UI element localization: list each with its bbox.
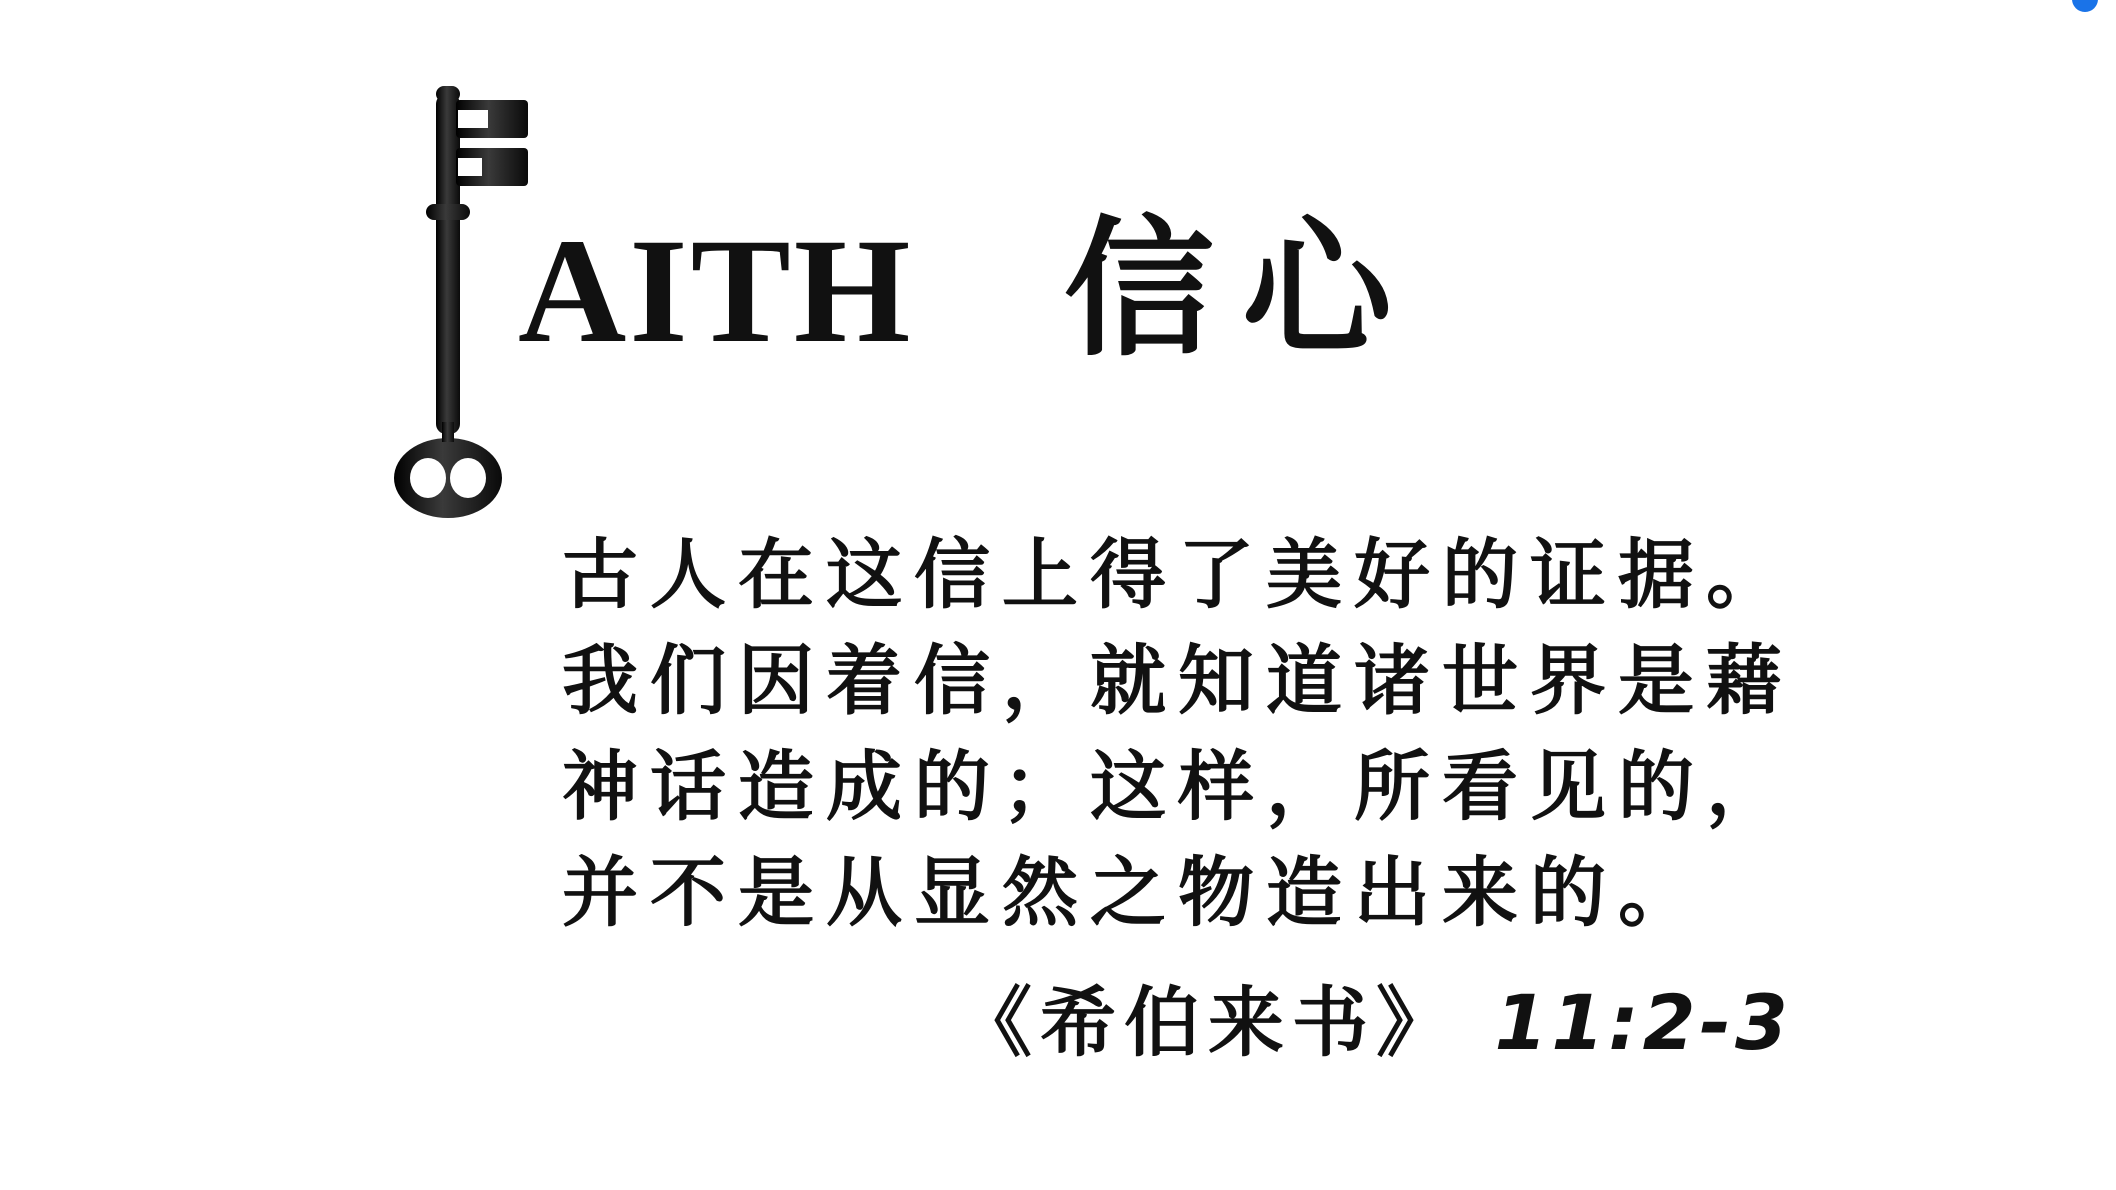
verse-text: [562, 522, 1852, 946]
verse-line-2: 我们因着信，就知道诸世界是藉: [562, 636, 1794, 725]
reference-chapter-verse: 11:2-3: [1494, 978, 1792, 1067]
verse-line-4: 并不是从显然之物造出来的。: [562, 848, 1706, 937]
title-faith: AITH: [518, 208, 914, 374]
verse-line-1: 古人在这信上得了美好的证据。: [562, 530, 1794, 619]
verse-line-3: 神话造成的；这样，所看见的，: [562, 742, 1794, 831]
corner-indicator-icon: [2072, 0, 2098, 12]
scripture-reference: [956, 978, 1792, 1068]
reference-book: 《希伯来书》: [956, 978, 1460, 1067]
title-chinese: 信心: [1064, 203, 1421, 377]
